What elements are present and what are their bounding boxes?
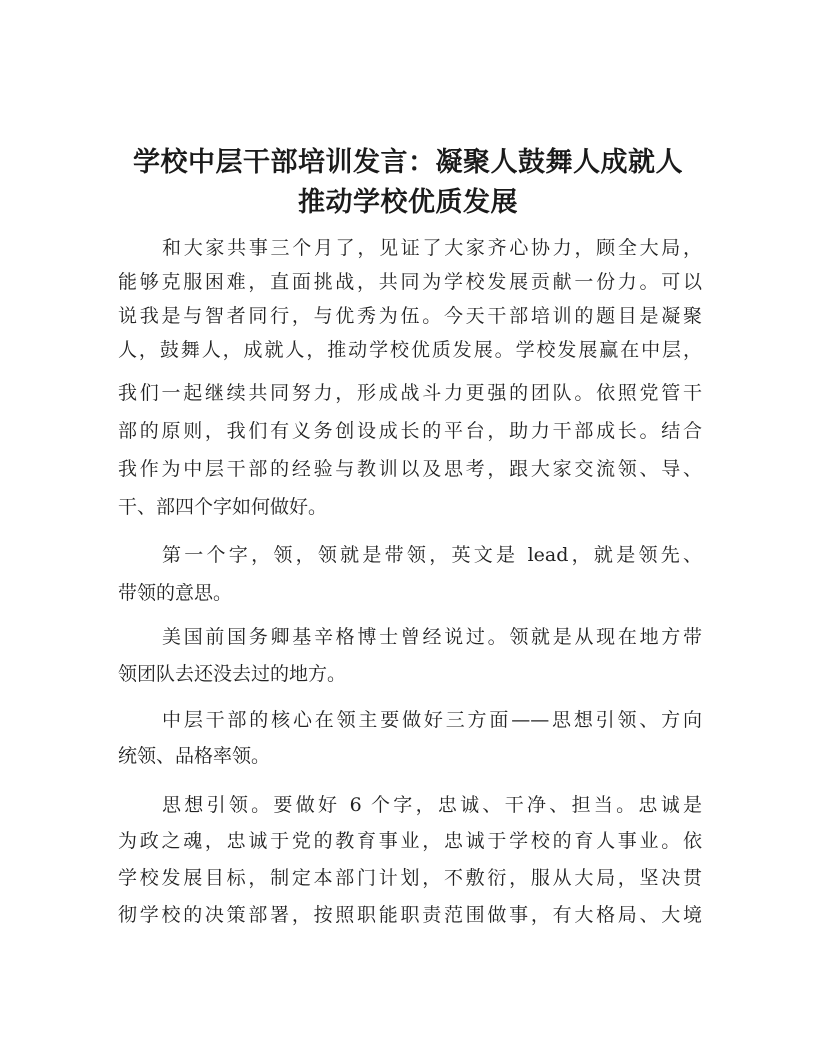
document-title-line-2: 推动学校优质发展 <box>298 187 518 218</box>
paragraph-line: 中层干部的核心在领主要做好三方面——思想引领、方向 <box>162 709 702 731</box>
paragraph-line: 为政之魂，忠诚于党的教育事业，忠诚于学校的育人事业。依 <box>118 830 702 852</box>
paragraph-line: 说我是与智者同行，与优秀为伍。今天干部培训的题目是凝聚 <box>118 305 702 327</box>
paragraph-line: 我作为中层干部的经验与教训以及思考，跟大家交流领、导、 <box>118 458 702 480</box>
paragraph-line: 彻学校的决策部署，按照职能职责范围做事，有大格局、大境 <box>118 904 702 926</box>
paragraph-line: 干、部四个字如何做好。 <box>118 496 328 518</box>
paragraph-line: 思想引领。要做好 6 个字，忠诚、干净、担当。忠诚是 <box>162 794 702 816</box>
paragraph-line: 统领、品格率领。 <box>118 745 271 767</box>
paragraph-line: 部的原则，我们有义务创设成长的平台，助力干部成长。结合 <box>118 420 702 442</box>
paragraph-line: 和大家共事三个月了，见证了大家齐心协力，顾全大局， <box>162 237 702 259</box>
paragraph-line: 学校发展目标，制定本部门计划，不敷衍，服从大局，坚决贯 <box>118 867 702 889</box>
document-title-line-1: 学校中层干部培训发言：凝聚人鼓舞人成就人 <box>133 147 683 178</box>
paragraph-line: 人，鼓舞人，成就人，推动学校优质发展。学校发展赢在中层， <box>118 339 702 361</box>
paragraph-line: 我们一起继续共同努力，形成战斗力更强的团队。依照党管干 <box>118 382 702 404</box>
paragraph-line: 美国前国务卿基辛格博士曾经说过。领就是从现在地方带 <box>162 626 702 648</box>
paragraph-line: 领团队去还没去过的地方。 <box>118 663 347 685</box>
paragraph-line: 第一个字，领，领就是带领，英文是 lead，就是领先、 <box>162 544 702 566</box>
paragraph-line: 能够克服困难，直面挑战，共同为学校发展贡献一份力。可以 <box>118 271 702 293</box>
paragraph-line: 带领的意思。 <box>118 582 233 604</box>
